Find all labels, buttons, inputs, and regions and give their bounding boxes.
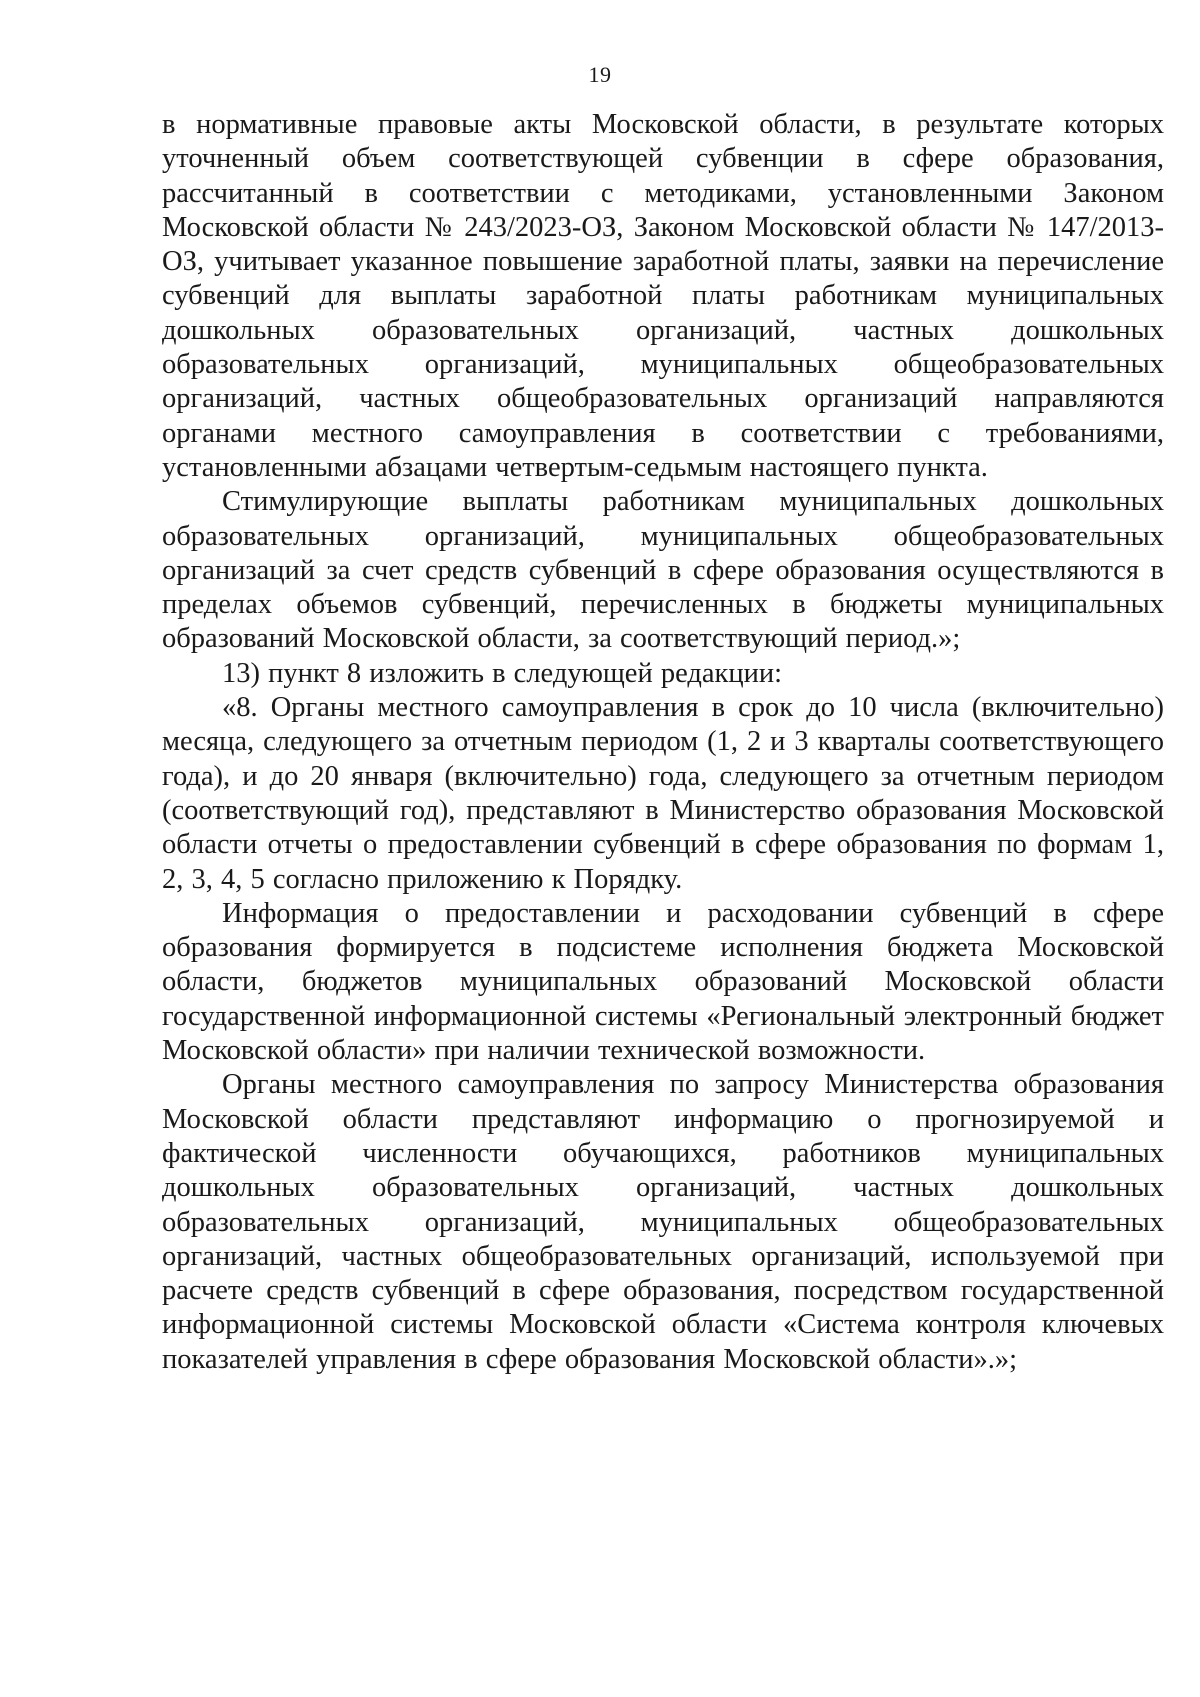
document-body [162,108,1164,1377]
paragraph-local-authorities: Органы местного самоуправления по запросу Министерства образования Московской области представляют информацию о прогнозируемой и фактической численности обучающихся, работников муниципальных дошкольных образовательных организаций, частных дошкольных образовательных организаций, муниципальных общеобразовательных организаций, частных общеобразовательных организаций, используемой при расчете средств субвенций в сфере образования, посредством государственной информационной системы Московской области «Система контроля ключевых показателей управления в сфере образования Московской области».»; [162,1069,1164,1375]
paragraph-point-8: «8. Органы местного самоуправления в срок до 10 числа (включительно) месяца, следующего за отчетным периодом (1, 2 и 3 кварталы соответствующего года), и до 20 января (включительно) года, следующего за отчетным периодом (соответствующий год), представляют в Министерство образования Московской области отчеты о предоставлении субвенций в сфере образования по формам 1, 2, 3, 4, 5 согласно приложению к Порядку. [162,692,1164,895]
paragraph-item-13: 13) пункт 8 изложить в следующей редакции: [222,657,783,689]
paragraph-incentive-payments: Стимулирующие выплаты работникам муниципальных дошкольных образовательных организаций, муниципальных общеобразовательных организаций за счет средств субвенций в сфере образования осуществляются в пределах объемов субвенций, перечисленных в бюджеты муниципальных образований Московской области, за соответствующий период.»; [162,486,1164,655]
paragraph-information: Информация о предоставлении и расходовании субвенций в сфере образования формируется в подсистеме исполнения бюджета Московской области, бюджетов муниципальных образований Московской области государственной информационной системы «Региональный электронный бюджет Московской области» при наличии технической возможности. [162,897,1164,1067]
paragraph-continuation: в нормативные правовые акты Московской области, в результате которых уточненный объем соответствующей субвенции в сфере образования, рассчитанный в соответствии с методиками, установленными Законом Московской области № 243/2023-ОЗ, Законом Московской области № 147/2013-ОЗ, учитывает указанное повышение заработной платы, заявки на перечисление субвенций для выплаты заработной платы работникам муниципальных дошкольных образовательных организаций, частных дошкольных образовательных организаций, муниципальных общеобразовательных организаций, частных общеобразовательных организаций направляются органами местного самоуправления в соответствии с требованиями, установленными абзацами четвертым-седьмым настоящего пункта. [162,109,1164,483]
page-number: 19 [588,62,612,87]
